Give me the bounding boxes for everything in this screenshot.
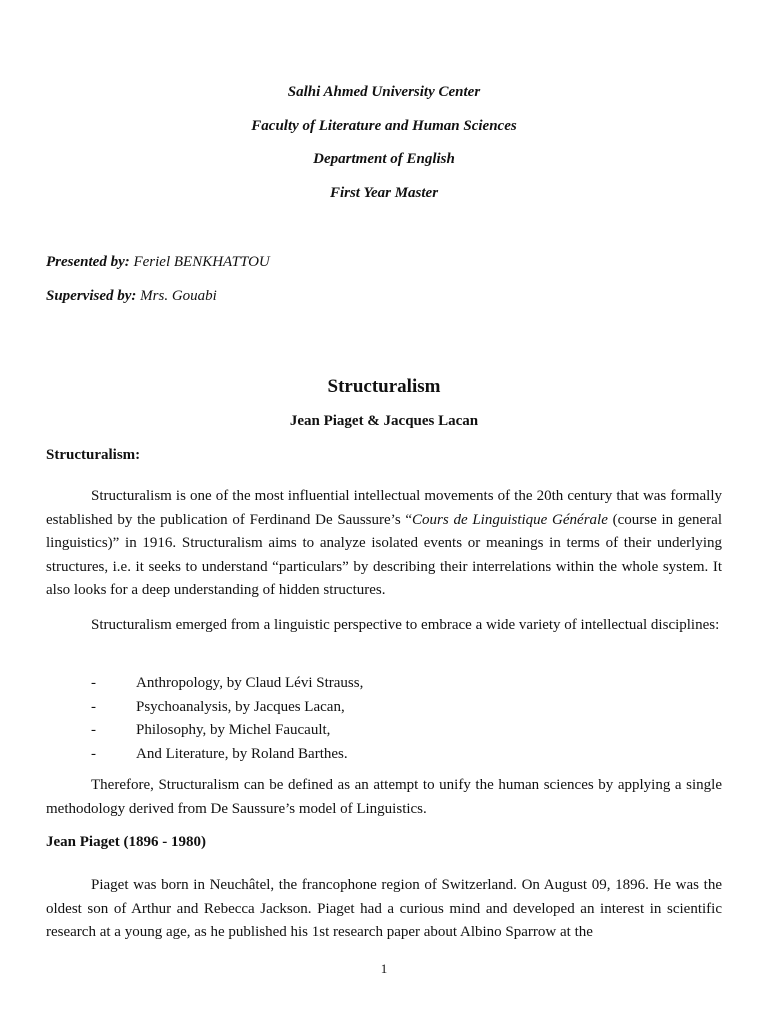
list-item [46,696,722,720]
list-item-text: Psychoanalysis, by Jacques Lacan, [136,698,345,715]
presented-by-value: Feriel BENKHATTOU [133,254,270,270]
section-heading-piaget: Jean Piaget (1896 - 1980) [46,834,206,850]
department-name: Department of English [313,151,455,167]
supervised-by-value: Mrs. Gouabi [140,288,217,304]
list-dash: - [91,698,96,715]
page-number: 1 [380,961,388,976]
paragraph-conclusion: Therefore, Structuralism can be defined as an attempt to unify the human sciences by applying a single methodology derived from De Saussure’s model of Linguistics. [46,777,722,817]
section-heading-structuralism: Structuralism: [46,447,141,463]
institution-name: Salhi Ahmed University Center [287,84,481,100]
document-title: Structuralism [327,376,441,397]
presented-by-label: Presented by: [46,254,130,270]
paragraph-disciplines: Structuralism emerged from a linguistic perspective to embrace a wide variety of intellectual disciplines: [91,617,720,633]
presented-by-line [46,252,270,272]
list-item-text: Anthropology, by Claud Lévi Strauss, [136,675,364,691]
list-item-text: And Literature, by Roland Barthes. [136,745,348,762]
list-item [46,672,722,696]
paragraph-structuralism-intro [46,485,722,603]
book-title-italic: Cours de Linguistique Générale [412,511,608,528]
academic-level: First Year Master [329,185,439,201]
list-dash: - [91,675,96,691]
supervised-by-label: Supervised by: [46,288,137,304]
document-page [46,0,722,1024]
list-item-text: Philosophy, by Michel Faucault, [136,722,331,738]
list-dash: - [91,745,96,762]
paragraph-piaget-bio: Piaget was born in Neuchâtel, the francophone region of Switzerland. On August 09, 1896. He was the oldest son of Arthur and Rebecca Jackson. Piaget had a curious mind and developed an interest in scientific research at a young age, as he published his 1st research paper about Albino Sparrow at the [46,877,722,940]
paragraph-text: Structuralism is one of the most influential intellectual movements of the 20th century that was formally established by the publication of Ferdinand De Saussure’s “ [46,488,722,528]
list-item [46,719,722,743]
disciplines-list [46,672,722,766]
list-item [46,743,722,767]
paragraph-text: (course in general linguistics)” in 1916. Structuralism aims to analyze isolated events or meanings in terms of their underlying structures, i.e. it seeks to understand “particulars” by describing their interrelations within the whole system. It also looks for a deep understanding of hidden structures. [46,511,722,598]
faculty-name: Faculty of Literature and Human Sciences [251,118,517,134]
supervised-by-line [46,286,217,306]
list-dash: - [91,722,96,738]
document-subtitle: Jean Piaget & Jacques Lacan [289,413,479,429]
